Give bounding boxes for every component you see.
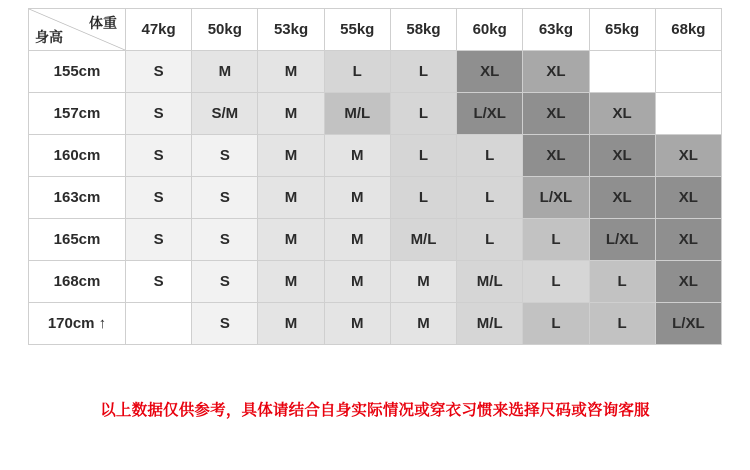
size-cell-r0-c7 <box>589 51 655 93</box>
size-cell-r4-c2: M <box>258 219 324 261</box>
size-cell-r2-c1: S <box>192 135 258 177</box>
size-cell-r3-c6: L/XL <box>523 177 589 219</box>
table-row <box>29 51 722 93</box>
size-cell-r3-c4: L <box>390 177 456 219</box>
axis-corner-cell <box>29 9 126 51</box>
column-header-weight-6: 63kg <box>523 9 589 51</box>
size-cell-r3-c0: S <box>126 177 192 219</box>
row-header-height-1: 157cm <box>29 93 126 135</box>
size-cell-r0-c2: M <box>258 51 324 93</box>
size-cell-r0-c8 <box>655 51 721 93</box>
size-cell-r0-c0: S <box>126 51 192 93</box>
size-cell-r4-c1: S <box>192 219 258 261</box>
size-cell-r6-c4: M <box>390 303 456 345</box>
weight-axis-label: 体重 <box>89 15 117 31</box>
size-cell-r5-c2: M <box>258 261 324 303</box>
size-cell-r6-c3: M <box>324 303 390 345</box>
size-cell-r2-c0: S <box>126 135 192 177</box>
size-cell-r2-c7: XL <box>589 135 655 177</box>
column-header-weight-3: 55kg <box>324 9 390 51</box>
size-cell-r4-c5: L <box>457 219 523 261</box>
row-header-height-5: 168cm <box>29 261 126 303</box>
column-header-weight-8: 68kg <box>655 9 721 51</box>
size-cell-r4-c7: L/XL <box>589 219 655 261</box>
size-cell-r4-c4: M/L <box>390 219 456 261</box>
row-header-height-3: 163cm <box>29 177 126 219</box>
table-row <box>29 93 722 135</box>
size-cell-r2-c6: XL <box>523 135 589 177</box>
size-cell-r2-c2: M <box>258 135 324 177</box>
size-cell-r2-c3: M <box>324 135 390 177</box>
column-header-weight-2: 53kg <box>258 9 324 51</box>
size-cell-r3-c8: XL <box>655 177 721 219</box>
size-cell-r2-c8: XL <box>655 135 721 177</box>
size-cell-r5-c6: L <box>523 261 589 303</box>
size-cell-r3-c1: S <box>192 177 258 219</box>
size-cell-r3-c2: M <box>258 177 324 219</box>
size-cell-r5-c3: M <box>324 261 390 303</box>
size-cell-r4-c3: M <box>324 219 390 261</box>
size-cell-r6-c5: M/L <box>457 303 523 345</box>
table-row <box>29 303 722 345</box>
size-cell-r1-c7: XL <box>589 93 655 135</box>
size-cell-r0-c5: XL <box>457 51 523 93</box>
size-cell-r6-c8: L/XL <box>655 303 721 345</box>
row-header-height-0: 155cm <box>29 51 126 93</box>
size-cell-r4-c0: S <box>126 219 192 261</box>
size-cell-r5-c0: S <box>126 261 192 303</box>
disclaimer-note: 以上数据仅供参考，具体请结合自身实际情况或穿衣习惯来选择尺码或咨询客服 <box>100 402 650 419</box>
size-cell-r0-c4: L <box>390 51 456 93</box>
size-chart-container <box>0 8 750 470</box>
row-header-height-2: 160cm <box>29 135 126 177</box>
size-cell-r6-c6: L <box>523 303 589 345</box>
table-row <box>29 219 722 261</box>
size-cell-r0-c3: L <box>324 51 390 93</box>
size-cell-r1-c8 <box>655 93 721 135</box>
table-body <box>29 51 722 345</box>
height-axis-label: 身高 <box>35 29 63 45</box>
size-cell-r5-c4: M <box>390 261 456 303</box>
header-row <box>29 9 722 51</box>
column-header-weight-7: 65kg <box>589 9 655 51</box>
size-cell-r4-c8: XL <box>655 219 721 261</box>
size-cell-r1-c5: L/XL <box>457 93 523 135</box>
size-cell-r5-c5: M/L <box>457 261 523 303</box>
size-cell-r5-c8: XL <box>655 261 721 303</box>
column-header-weight-0: 47kg <box>126 9 192 51</box>
size-cell-r1-c1: S/M <box>192 93 258 135</box>
size-cell-r6-c7: L <box>589 303 655 345</box>
size-cell-r1-c2: M <box>258 93 324 135</box>
size-chart-table <box>28 8 722 345</box>
size-cell-r1-c3: M/L <box>324 93 390 135</box>
size-cell-r2-c5: L <box>457 135 523 177</box>
column-header-weight-1: 50kg <box>192 9 258 51</box>
table-row <box>29 135 722 177</box>
size-cell-r3-c5: L <box>457 177 523 219</box>
size-cell-r6-c2: M <box>258 303 324 345</box>
size-cell-r6-c0 <box>126 303 192 345</box>
size-cell-r3-c3: M <box>324 177 390 219</box>
size-cell-r6-c1: S <box>192 303 258 345</box>
size-cell-r5-c7: L <box>589 261 655 303</box>
column-header-weight-5: 60kg <box>457 9 523 51</box>
column-header-weight-4: 58kg <box>390 9 456 51</box>
size-cell-r2-c4: L <box>390 135 456 177</box>
size-cell-r0-c6: XL <box>523 51 589 93</box>
size-cell-r3-c7: XL <box>589 177 655 219</box>
size-cell-r1-c0: S <box>126 93 192 135</box>
row-header-height-6: 170cm ↑ <box>29 303 126 345</box>
table-row <box>29 177 722 219</box>
size-cell-r1-c4: L <box>390 93 456 135</box>
row-header-height-4: 165cm <box>29 219 126 261</box>
size-cell-r0-c1: M <box>192 51 258 93</box>
table-header <box>29 9 722 51</box>
size-cell-r1-c6: XL <box>523 93 589 135</box>
size-cell-r5-c1: S <box>192 261 258 303</box>
table-row <box>29 261 722 303</box>
size-cell-r4-c6: L <box>523 219 589 261</box>
